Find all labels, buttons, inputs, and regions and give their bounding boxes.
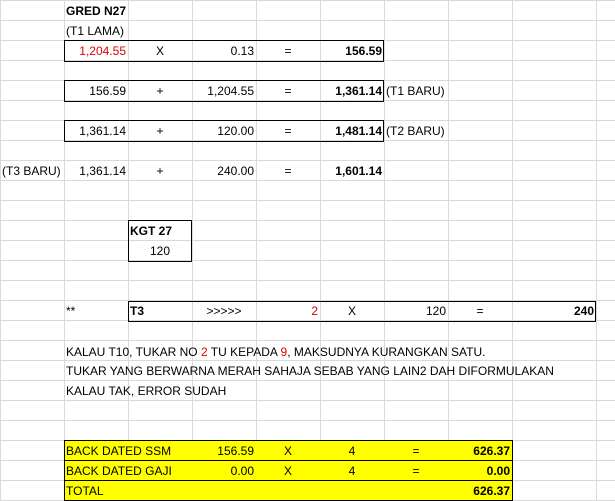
kgt-label[interactable]: KGT 27 xyxy=(130,224,173,238)
t3-baru-label[interactable]: (T3 BARU) xyxy=(2,164,61,178)
t2-baru-value[interactable]: 1,481.14 xyxy=(335,124,382,138)
result-value[interactable]: 156.59 xyxy=(345,44,382,58)
equals[interactable]: = xyxy=(284,44,292,58)
operand-b[interactable]: 120.00 xyxy=(217,124,254,138)
note-line-1[interactable] xyxy=(64,342,584,362)
gaji-result[interactable]: 0.00 xyxy=(486,464,510,478)
t1-lama-value[interactable]: 1,204.55 xyxy=(79,44,126,58)
gridline xyxy=(384,0,385,501)
t3-count-value[interactable]: 2 xyxy=(311,304,318,318)
operator[interactable]: X xyxy=(155,44,164,58)
operand-b[interactable]: 240.00 xyxy=(217,164,254,178)
note-text: , MAKSUDNYA KURANGKAN SATU. xyxy=(287,345,486,359)
ssm-amount[interactable]: 156.59 xyxy=(217,444,254,458)
t2-baru-label[interactable]: (T2 BARU) xyxy=(386,124,445,138)
operator[interactable]: X xyxy=(283,444,292,458)
t1-baru-label[interactable]: (T1 BARU) xyxy=(386,84,445,98)
equals[interactable]: = xyxy=(412,444,420,458)
operator[interactable]: X xyxy=(347,304,356,318)
ssm-label[interactable]: BACK DATED SSM xyxy=(66,444,172,458)
note-line-2[interactable]: TUKAR YANG BERWARNA MERAH SAHAJA SEBAB YANG LAIN2 DAH DIFORMULAKAN xyxy=(66,364,554,378)
border-line xyxy=(512,440,513,501)
equals[interactable]: = xyxy=(284,124,292,138)
note-line-3[interactable]: KALAU TAK, ERROR SUDAH xyxy=(66,384,227,398)
ssm-months[interactable]: 4 xyxy=(348,444,356,458)
operator[interactable]: + xyxy=(156,84,164,98)
operator[interactable]: X xyxy=(283,464,292,478)
gridline xyxy=(320,0,321,501)
rate-value[interactable]: 0.13 xyxy=(230,44,254,58)
total-result[interactable]: 626.37 xyxy=(473,484,510,498)
note-text: TU KEPADA xyxy=(207,345,281,359)
gridline xyxy=(192,0,193,501)
operand-a[interactable]: 1,361.14 xyxy=(79,124,126,138)
gridline xyxy=(596,0,597,501)
stars-marker[interactable]: ** xyxy=(66,304,76,318)
equals[interactable]: = xyxy=(284,84,292,98)
t3-total[interactable]: 240 xyxy=(573,304,594,318)
note-text: KALAU T10, TUKAR NO xyxy=(66,345,201,359)
t1-lama-label[interactable]: (T1 LAMA) xyxy=(66,24,125,38)
gridline xyxy=(512,0,513,501)
note-red-number: 2 xyxy=(200,345,208,359)
equals[interactable]: = xyxy=(476,304,484,318)
gridline xyxy=(256,0,257,501)
gaji-label[interactable]: BACK DATED GAJI xyxy=(66,464,172,478)
sheet-title[interactable]: GRED N27 xyxy=(66,4,127,18)
ssm-result[interactable]: 626.37 xyxy=(473,444,510,458)
total-label[interactable]: TOTAL xyxy=(66,484,104,498)
operand-a[interactable]: 1,361.14 xyxy=(79,164,126,178)
t3-baru-value[interactable]: 1,601.14 xyxy=(335,164,382,178)
operator[interactable]: + xyxy=(156,164,164,178)
t3-amount[interactable]: 120 xyxy=(425,304,446,318)
gaji-amount[interactable]: 0.00 xyxy=(230,464,254,478)
gridline xyxy=(64,0,65,501)
t1-baru-value[interactable]: 1,361.14 xyxy=(335,84,382,98)
kgt-value[interactable]: 120 xyxy=(149,244,171,258)
arrows[interactable]: >>>>> xyxy=(206,304,242,318)
gridline xyxy=(448,0,449,501)
equals[interactable]: = xyxy=(284,164,292,178)
operand-b[interactable]: 1,204.55 xyxy=(207,84,254,98)
operator[interactable]: + xyxy=(156,124,164,138)
equals[interactable]: = xyxy=(412,464,420,478)
operand-a[interactable]: 156.59 xyxy=(89,84,126,98)
gaji-months[interactable]: 4 xyxy=(348,464,356,478)
note-red-number: 9 xyxy=(280,345,288,359)
t3-label[interactable]: T3 xyxy=(130,304,145,318)
